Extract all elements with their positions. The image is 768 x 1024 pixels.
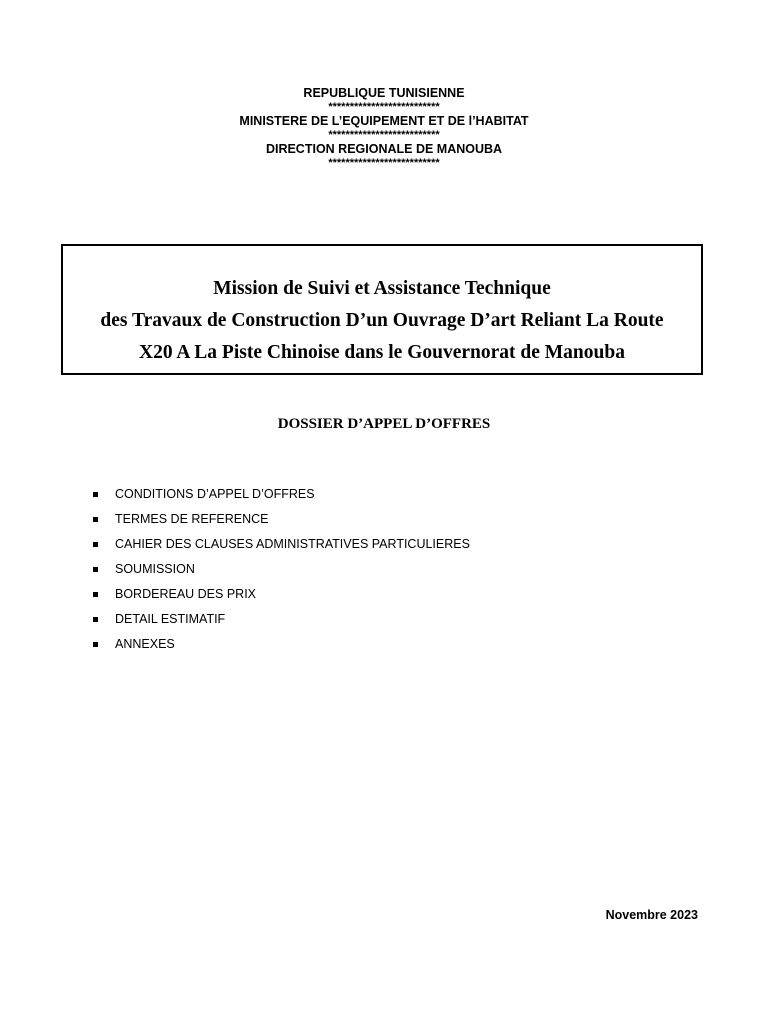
list-item-label: DETAIL ESTIMATIF <box>115 612 226 626</box>
mission-title-line-3: X20 A La Piste Chinoise dans le Gouvernorat de Manouba <box>139 342 625 363</box>
list-item-label: ANNEXES <box>115 637 175 651</box>
square-bullet-icon <box>93 517 98 522</box>
square-bullet-icon <box>93 542 98 547</box>
list-item-label: TERMES DE REFERENCE <box>115 512 269 526</box>
mission-title-box <box>61 244 703 375</box>
mission-title-line-1: Mission de Suivi et Assistance Technique <box>213 278 551 299</box>
list-item-label: SOUMISSION <box>115 562 195 576</box>
country-name: REPUBLIQUE TUNISIENNE <box>303 86 465 100</box>
list-item <box>92 584 470 609</box>
square-bullet-icon <box>93 492 98 497</box>
list-item <box>92 484 470 509</box>
list-item <box>92 559 470 584</box>
regional-direction: DIRECTION REGIONALE DE MANOUBA <box>265 142 503 156</box>
list-item <box>92 534 470 559</box>
square-bullet-icon <box>93 617 98 622</box>
square-bullet-icon <box>93 642 98 647</box>
list-item-label: CAHIER DES CLAUSES ADMINISTRATIVES PARTICULIERES <box>115 537 470 551</box>
document-header <box>0 86 768 170</box>
square-bullet-icon <box>93 592 98 597</box>
ministry-name: MINISTERE DE L’EQUIPEMENT ET DE l’HABITAT <box>239 114 529 128</box>
contents-list <box>92 484 470 659</box>
list-item <box>92 509 470 534</box>
separator-stars: ************************** <box>328 129 440 141</box>
list-item-label: BORDEREAU DES PRIX <box>115 587 257 601</box>
document-subtitle: DOSSIER D’APPEL D’OFFRES <box>277 416 491 432</box>
list-item <box>92 609 470 634</box>
list-item <box>92 634 470 659</box>
list-item-label: CONDITIONS D’APPEL D’OFFRES <box>115 487 315 501</box>
mission-title-line-2: des Travaux de Construction D’un Ouvrage D’art Reliant La Route <box>100 310 664 331</box>
square-bullet-icon <box>93 567 98 572</box>
separator-stars: ************************** <box>328 157 440 169</box>
separator-stars: ************************** <box>328 101 440 113</box>
document-date: Novembre 2023 <box>605 908 698 922</box>
